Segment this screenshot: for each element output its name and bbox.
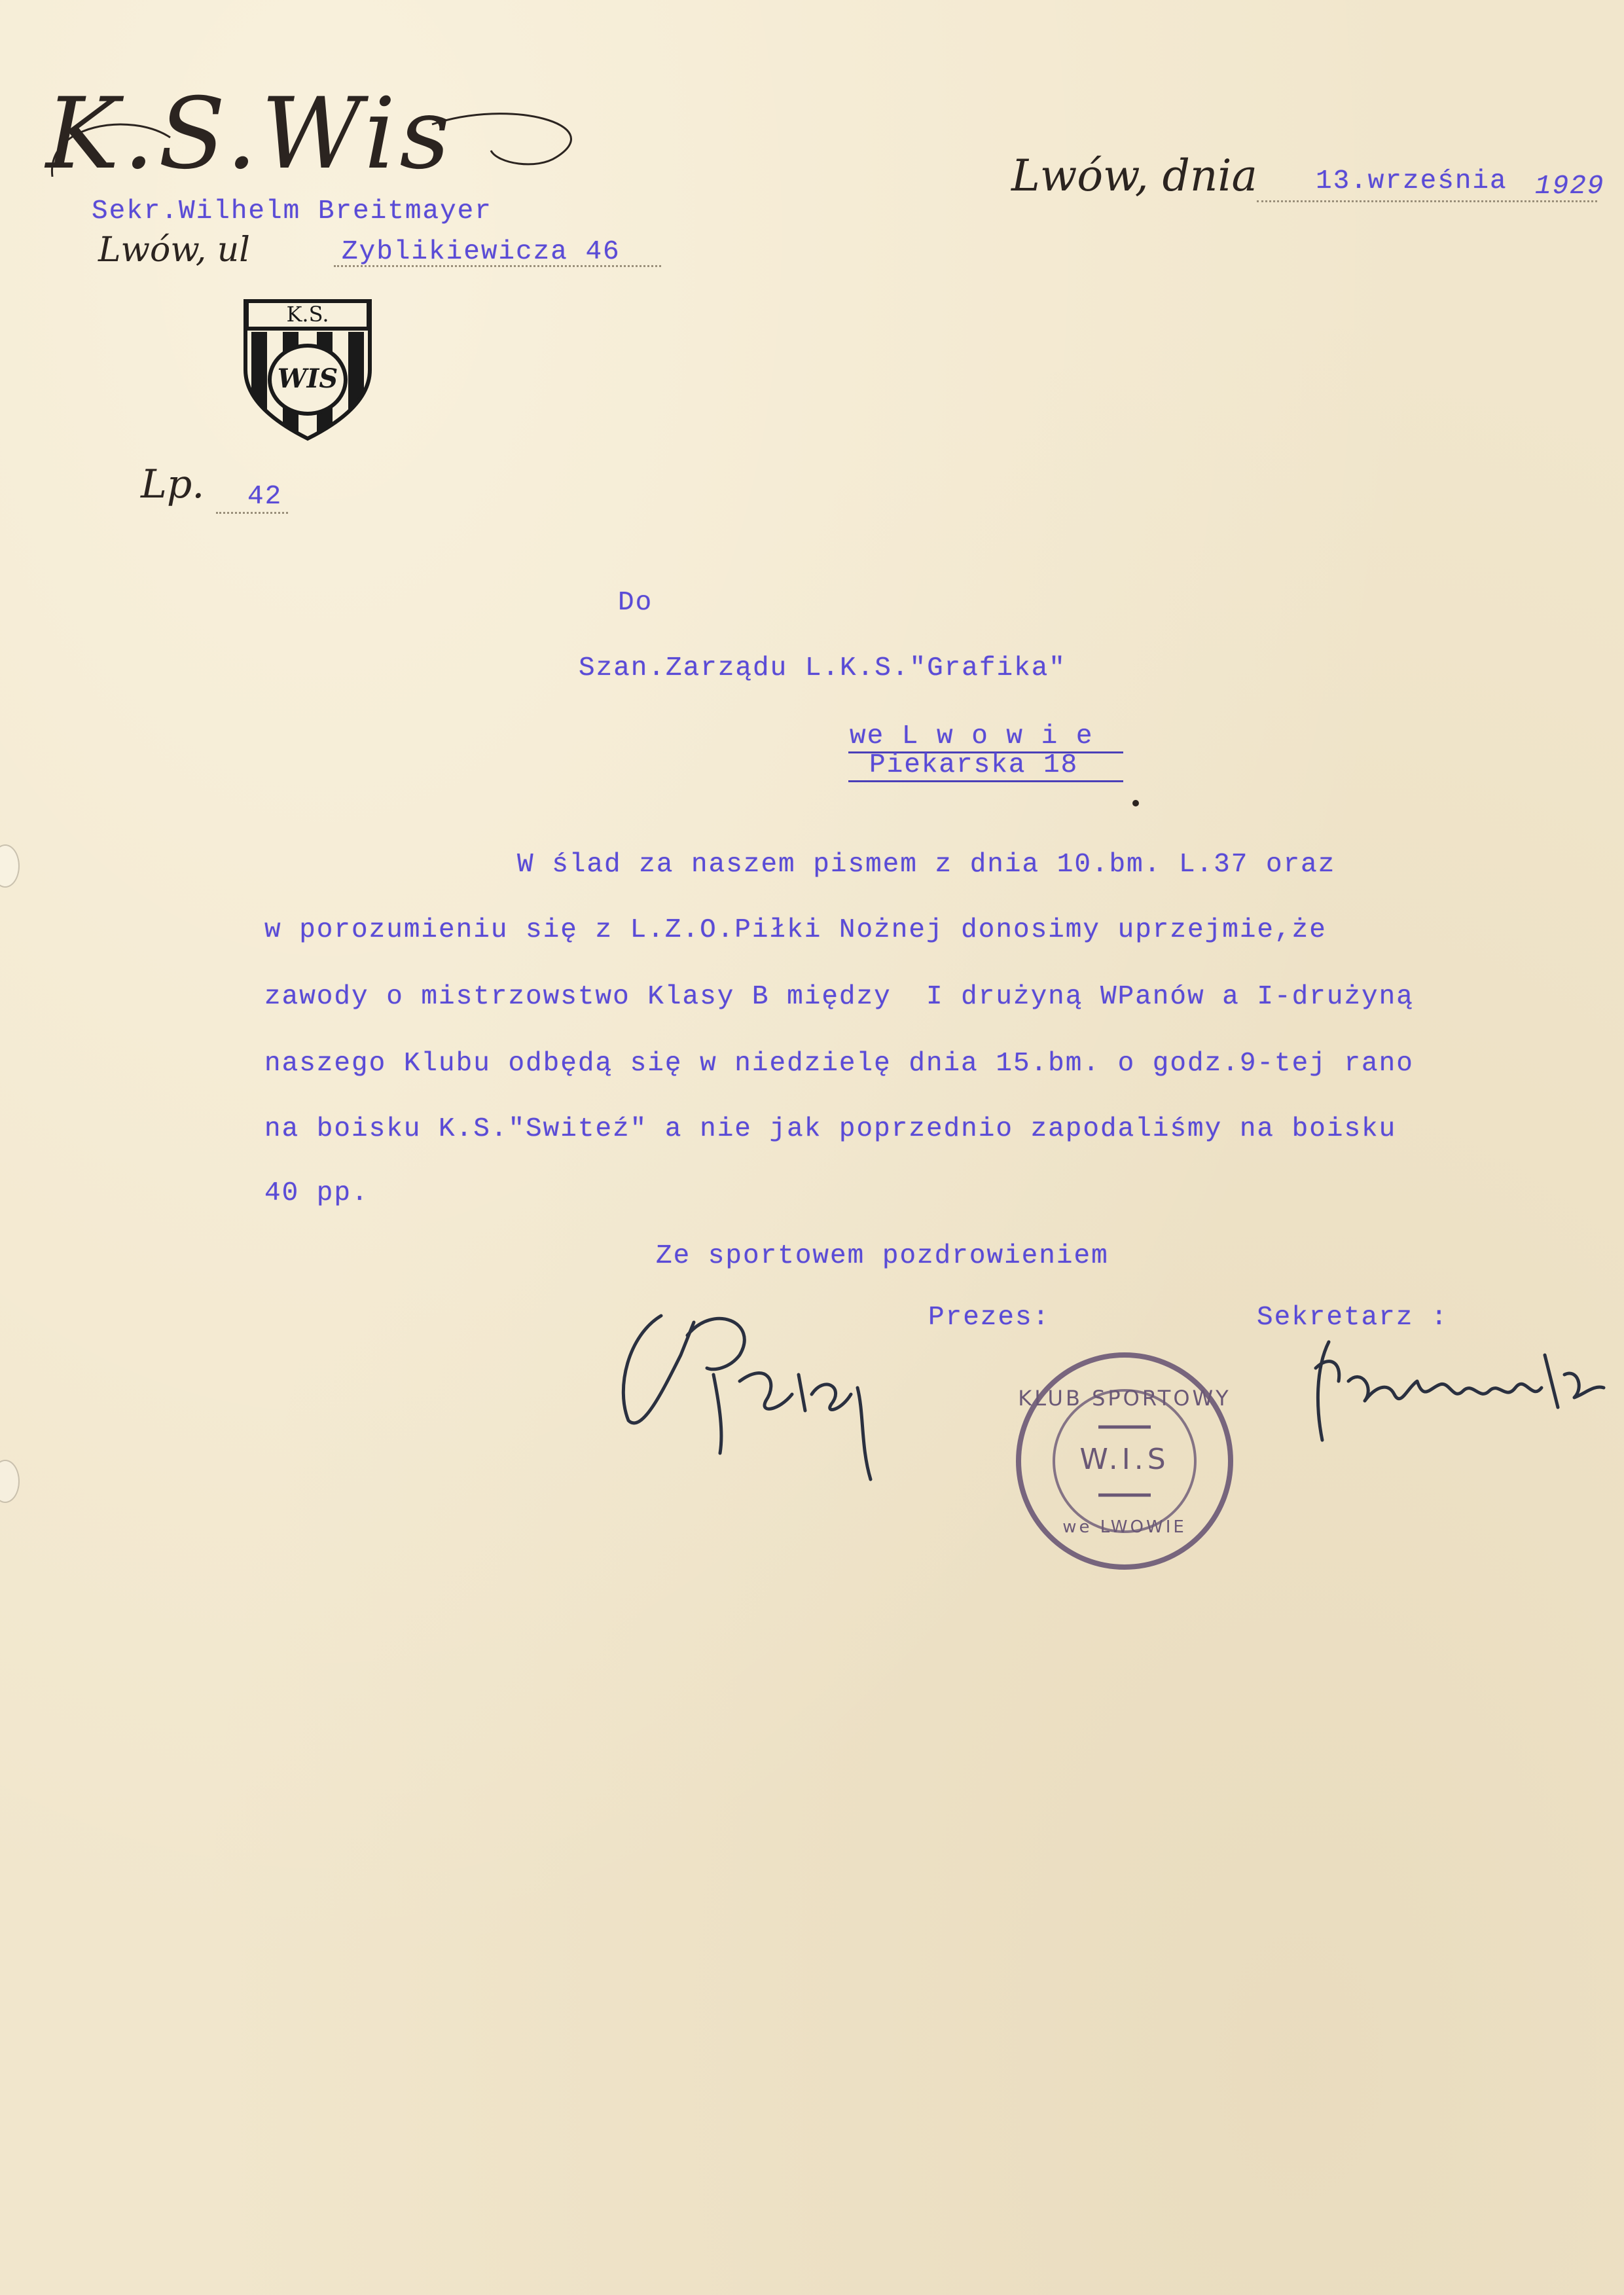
secretary-signature [1303,1329,1610,1460]
letterhead-flourish [39,98,596,209]
recipient-underline [848,780,1123,782]
logo-monogram: WIS [277,363,338,394]
date-city-prefix: Lwów, dnia [1011,151,1257,201]
stamp-center-text: W.I.S [1079,1443,1170,1476]
body-line-4: naszego Klubu odbędą się w niedzielę dnia 15.bm. o godz.9-tej rano [264,1049,1414,1079]
address-street: Zyblikiewicza 46 [342,237,621,267]
reference-dotted-line [216,512,288,514]
secretary-line: Sekr.Wilhelm Breitmayer [92,196,492,226]
stamp-top-text: KLUB SPORTOWY [1018,1386,1231,1411]
body-line-6: 40 pp. [264,1178,369,1208]
body-line-2: w porozumieniu się z L.Z.O.Piłki Nożnej donosimy uprzejmie,że [264,915,1327,945]
body-line-5: na boisku K.S."Switeź" a nie jak poprzednio zapodaliśmy na boisku [264,1114,1397,1144]
secretary-label: Sekretarz : [1257,1303,1449,1333]
punch-hole [0,1460,20,1503]
body-line-1: W ślad za naszem pismem z dnia 10.bm. L.37 oraz [517,850,1336,880]
president-signature [609,1296,916,1499]
date-value: 13.września [1316,166,1507,196]
body-line-3: zawody o mistrzowstwo Klasy B między I drużyną WPanów a I-drużyną [264,982,1414,1012]
club-stamp [1013,1350,1236,1572]
closing-greeting: Ze sportowem pozdrowieniem [656,1241,1109,1271]
logo-top-text: K.S. [286,302,329,327]
ink-dot [1132,800,1139,806]
reference-number: 42 [247,482,283,512]
recipient-line-2: Szan.Zarządu L.K.S."Grafika" [579,653,1066,683]
club-name-script: K.S.Wis [46,77,454,191]
recipient-line-4: Piekarska 18 [869,750,1079,780]
punch-hole [0,844,20,888]
date-year: 1929 [1535,172,1605,202]
date-dotted-line [1257,200,1597,202]
address-dotted-line [334,265,661,267]
recipient-line-1: Do [618,588,653,618]
recipient-line-3: we L w o w i e [850,721,1094,751]
address-prefix: Lwów, ul [98,230,250,270]
president-label: Prezes: [928,1303,1051,1333]
reference-label: Lp. [141,461,205,507]
club-logo [242,298,373,442]
stamp-bottom-text: we LWOWIE [1062,1517,1187,1537]
